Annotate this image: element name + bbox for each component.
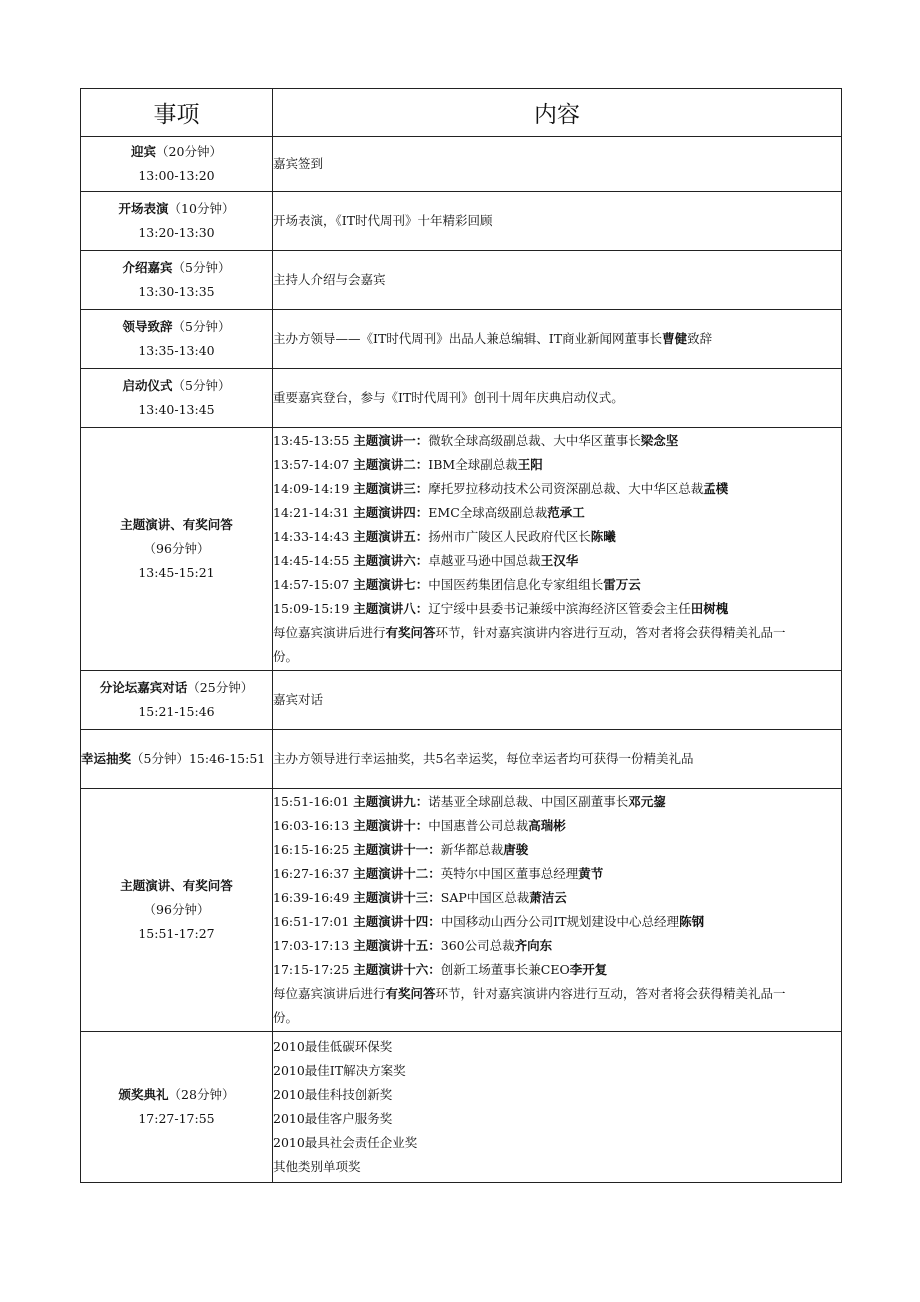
content-cell: 重要嘉宾登台，参与《IT时代周刊》创刊十周年庆典启动仪式。: [273, 369, 842, 428]
table-row: [81, 1032, 842, 1183]
content-cell: [273, 789, 842, 1032]
table-row: [81, 310, 842, 369]
content-text: 致辞: [687, 331, 713, 346]
talk-line: 14:09-14:19 主题演讲三：摩托罗拉移动技术公司资深副总裁、大中华区总裁孟樸: [273, 481, 729, 496]
content-cell: 主持人介绍与会嘉宾: [273, 251, 842, 310]
item-duration: （5分钟）: [172, 319, 231, 334]
content-cell: 嘉宾对话: [273, 671, 842, 730]
item-name: 颁奖典礼: [118, 1087, 169, 1102]
talk-line: 16:51-17:01 主题演讲十四：中国移动山西分公司IT规划建设中心总经理陈钢: [273, 914, 705, 929]
item-cell: [81, 730, 273, 789]
talk-line: 14:21-14:31 主题演讲四：EMC全球高级副总裁范承工: [273, 505, 585, 520]
talk-line: 13:45-13:55 主题演讲一：微软全球高级副总裁、大中华区董事长梁念坚: [273, 433, 679, 448]
content-cell: [273, 1032, 842, 1183]
award-item: 2010最佳低碳环保奖: [273, 1039, 393, 1054]
table-row: [81, 251, 842, 310]
award-item: 其他类别单项奖: [273, 1159, 361, 1174]
item-duration: （5分钟）: [131, 751, 189, 766]
item-cell: [81, 137, 273, 192]
item-time: 15:21-15:46: [138, 704, 215, 719]
header-row: [81, 89, 842, 137]
content-cell: 主办方领导进行幸运抽奖，共5名幸运奖，每位幸运者均可获得一份精美礼品: [273, 730, 842, 789]
item-name: 分论坛嘉宾对话: [99, 680, 188, 695]
award-item: 2010最具社会责任企业奖: [273, 1135, 418, 1150]
agenda-table: [80, 88, 842, 1183]
qa-note: 每位嘉宾演讲后进行有奖问答环节，针对嘉宾演讲内容进行互动，答对者将会获得精美礼品一: [273, 625, 786, 640]
item-name: 主题演讲、有奖问答: [120, 517, 233, 532]
item-time: 13:20-13:30: [138, 225, 215, 240]
item-cell: [81, 369, 273, 428]
item-duration: （20分钟）: [156, 144, 222, 159]
content-text: 主办方领导——《IT时代周刊》出品人兼总编辑、IT商业新闻网董事长: [273, 331, 663, 346]
item-duration: （10分钟）: [168, 201, 235, 216]
item-time: 15:51-17:27: [138, 926, 215, 941]
talk-line: 16:03-16:13 主题演讲十：中国惠普公司总裁高瑞彬: [273, 818, 566, 833]
item-duration: （5分钟）: [172, 378, 231, 393]
content-cell: 开场表演，《IT时代周刊》十年精彩回顾: [273, 192, 842, 251]
talk-line: 14:33-14:43 主题演讲五：扬州市广陵区人民政府代区长陈曦: [273, 529, 616, 544]
talk-line: 16:27-16:37 主题演讲十二：英特尔中国区董事总经理黄节: [273, 866, 604, 881]
item-duration: （5分钟）: [172, 260, 231, 275]
speaker-name: 曹健: [662, 331, 688, 346]
table-row: [81, 428, 842, 671]
table-row: [81, 137, 842, 192]
item-name: 幸运抽奖: [81, 751, 132, 766]
item-duration: （28分钟）: [168, 1087, 235, 1102]
award-item: 2010最佳客户服务奖: [273, 1111, 393, 1126]
item-duration: （25分钟）: [187, 680, 254, 695]
item-name: 启动仪式: [122, 378, 173, 393]
item-name: 领导致辞: [122, 319, 173, 334]
talk-line: 14:45-14:55 主题演讲六：卓越亚马逊中国总裁王汉华: [273, 553, 579, 568]
header-content: 内容: [273, 89, 842, 137]
item-cell: [81, 310, 273, 369]
award-item: 2010最佳科技创新奖: [273, 1087, 393, 1102]
item-cell: [81, 428, 273, 671]
content-cell: 嘉宾签到: [273, 137, 842, 192]
item-time: 13:40-13:45: [138, 402, 215, 417]
table-row: [81, 369, 842, 428]
table-row: [81, 671, 842, 730]
award-item: 2010最佳IT解决方案奖: [273, 1063, 406, 1078]
item-cell: [81, 251, 273, 310]
item-time: 13:35-13:40: [138, 343, 215, 358]
table-row: [81, 192, 842, 251]
talk-line: 15:09-15:19 主题演讲八：辽宁绥中县委书记兼绥中滨海经济区管委会主任田树槐: [273, 601, 729, 616]
table-row: [81, 789, 842, 1032]
talk-line: 14:57-15:07 主题演讲七：中国医药集团信息化专家组组长雷万云: [273, 577, 641, 592]
item-cell: [81, 671, 273, 730]
header-item: 事项: [81, 89, 273, 137]
item-time: 13:45-15:21: [138, 565, 215, 580]
table-row: [81, 730, 842, 789]
talk-line: 16:15-16:25 主题演讲十一：新华都总裁唐骏: [273, 842, 529, 857]
item-cell: [81, 1032, 273, 1183]
item-name: 主题演讲、有奖问答: [120, 878, 233, 893]
item-time: 17:27-17:55: [138, 1111, 215, 1126]
item-cell: [81, 789, 273, 1032]
item-name: 介绍嘉宾: [122, 260, 173, 275]
item-time: 13:00-13:20: [138, 168, 215, 183]
talk-line: 16:39-16:49 主题演讲十三：SAP中国区总裁萧洁云: [273, 890, 567, 905]
item-time: 13:30-13:35: [138, 284, 215, 299]
content-cell: [273, 428, 842, 671]
talk-line: 15:51-16:01 主题演讲九：诺基亚全球副总裁、中国区副董事长邓元鋆: [273, 794, 666, 809]
item-name: 开场表演: [118, 201, 169, 216]
talk-line: 17:15-17:25 主题演讲十六：创新工场董事长兼CEO李开复: [273, 962, 608, 977]
qa-note-cont: 份。: [273, 649, 299, 664]
content-cell: [273, 310, 842, 369]
qa-note: 每位嘉宾演讲后进行有奖问答环节，针对嘉宾演讲内容进行互动，答对者将会获得精美礼品一: [273, 986, 786, 1001]
talk-line: 17:03-17:13 主题演讲十五：360公司总裁齐向东: [273, 938, 553, 953]
item-time: 15:46-15:51: [188, 751, 266, 766]
item-duration: （96分钟）: [143, 902, 210, 917]
item-name: 迎宾: [131, 144, 157, 159]
item-cell: [81, 192, 273, 251]
qa-note-cont: 份。: [273, 1010, 299, 1025]
item-duration: （96分钟）: [143, 541, 210, 556]
talk-line: 13:57-14:07 主题演讲二：IBM全球副总裁王阳: [273, 457, 543, 472]
